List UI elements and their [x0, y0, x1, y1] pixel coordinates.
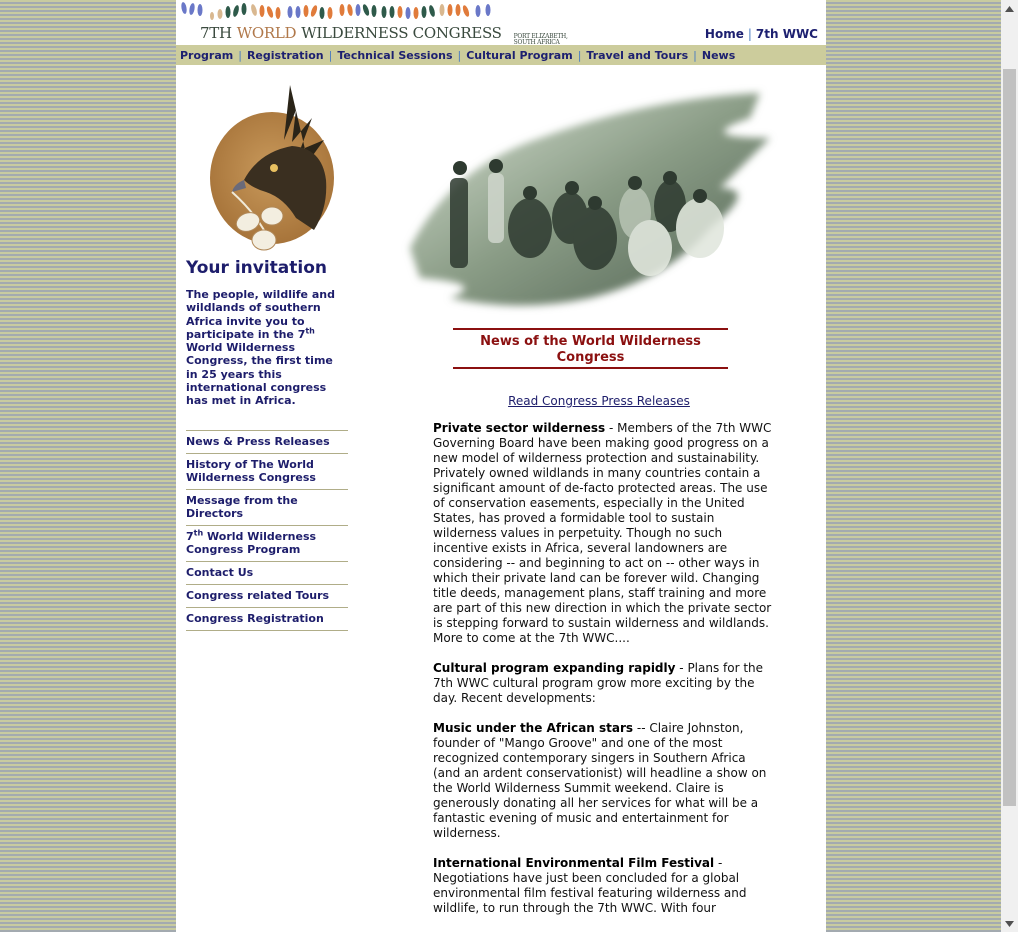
- ordinal-suffix: th: [305, 326, 315, 336]
- page-container: [176, 0, 826, 932]
- top-links: [705, 27, 818, 41]
- sidebar-item-history[interactable]: History of The World Wilderness Congress: [186, 454, 348, 490]
- nav-travel-and-tours[interactable]: Travel and Tours: [586, 48, 689, 62]
- separator: |: [457, 48, 462, 62]
- sidebar-item-message-directors[interactable]: Message from the Directors: [186, 490, 348, 526]
- separator: |: [693, 48, 697, 62]
- congress-group-photo: [390, 78, 790, 318]
- invitation-text: [186, 288, 348, 408]
- invitation-text-part: The people, wildlife and wildlands of southern Africa invite you to participate in the 7: [186, 288, 335, 341]
- invitation-text-part: World Wilderness Congress, the first time in 25 years this international congress has met in Africa.: [186, 341, 333, 408]
- nav-cultural-program[interactable]: Cultural Program: [466, 48, 573, 62]
- nav-news[interactable]: News: [701, 48, 736, 62]
- sidebar-item-congress-program[interactable]: [186, 526, 348, 562]
- logo-highlight: WORLD: [236, 24, 297, 42]
- news-item-title: Cultural program expanding rapidly: [433, 661, 676, 675]
- sidebar-item-contact-us[interactable]: Contact Us: [186, 562, 348, 585]
- decorative-leaves-banner: [178, 0, 558, 22]
- read-press-releases-link[interactable]: Read Congress Press Releases: [508, 394, 690, 408]
- news-item: [433, 721, 773, 841]
- logo-prefix: 7TH: [200, 24, 232, 42]
- triangle-down-icon: [1005, 921, 1014, 927]
- header: [176, 0, 826, 45]
- news-item: [433, 661, 773, 706]
- nav-technical-sessions[interactable]: Technical Sessions: [337, 48, 453, 62]
- eagle-emblem-image: [204, 80, 344, 260]
- nav-registration[interactable]: Registration: [246, 48, 324, 62]
- sidebar-item-news-press-releases[interactable]: News & Press Releases: [186, 431, 348, 454]
- news-item: [433, 856, 773, 916]
- news-item-separator: -: [675, 661, 688, 675]
- sidebar: [186, 80, 348, 625]
- news-item-separator: -: [714, 856, 723, 870]
- separator: |: [577, 48, 582, 62]
- news-item-title: Music under the African stars: [433, 721, 634, 735]
- home-link[interactable]: Home: [704, 27, 744, 41]
- nav-program[interactable]: Program: [180, 48, 234, 62]
- menu-label-part: World Wilderness Congress Program: [186, 530, 317, 556]
- invitation-title: Your invitation: [186, 258, 328, 278]
- ordinal-suffix: th: [193, 528, 204, 538]
- separator: |: [238, 48, 242, 62]
- sidebar-menu: [186, 430, 348, 631]
- sidebar-item-congress-tours[interactable]: Congress related Tours: [186, 585, 348, 608]
- news-item-title: Private sector wilderness: [433, 421, 606, 435]
- news-item: [433, 421, 773, 646]
- sidebar-item-congress-registration[interactable]: Congress Registration: [186, 608, 348, 631]
- news-item-title: International Environmental Film Festival: [433, 856, 715, 870]
- triangle-up-icon: [1005, 6, 1014, 12]
- news-item-separator: -: [605, 421, 618, 435]
- menu-label-part: 7: [186, 530, 194, 543]
- news-item-body: Claire Johnston, founder of "Mango Groove" and one of the most recognized contemporary singers in Southern Africa (and an ardent conservationist) will headline a show on the World Wilderness Summit weekend. Claire is generously donating all her services for what will be a fantastic evening of music and entertainment for wilderness.: [433, 721, 767, 840]
- news-heading: News of the World Wilderness Congress: [453, 328, 728, 369]
- separator: |: [747, 27, 752, 41]
- scroll-up-button[interactable]: [1001, 0, 1018, 17]
- logo-location: [514, 34, 568, 46]
- news-item-separator: --: [633, 721, 650, 735]
- logo-rest: WILDERNESS CONGRESS: [301, 24, 502, 42]
- separator: |: [328, 48, 333, 62]
- news-item-body: Members of the 7th WWC Governing Board have been making good progress on a new model of wilderness protection and sustainability. Privately owned wildlands in many countries contain a significant amount of de-facto protected areas. The use of conservation easements, especially in the United States, has proved a formidable tool to sustain wilderness values in perpetuity. Though no such incentive exists in Africa, several landowners are considering -- and beginning to act on -- other ways in which their private land can be forever wild. Changing title deeds, management plans, staff training and more are part of this new direction in which the private sector is stepping forward to sustain wilderness and wildlands. More to come at the 7th WWC....: [433, 421, 772, 645]
- main-navbar: [176, 45, 826, 65]
- scroll-down-button[interactable]: [1001, 915, 1018, 932]
- vertical-scrollbar[interactable]: [1001, 0, 1018, 932]
- news-articles: [433, 421, 773, 931]
- scrollbar-thumb[interactable]: [1003, 69, 1016, 806]
- 7th-wwc-link[interactable]: 7th WWC: [755, 27, 818, 41]
- site-logo[interactable]: [200, 24, 568, 44]
- logo-location-line1: PORT ELIZABETH,: [513, 33, 568, 40]
- news-item-body: Negotiations have just been concluded for a global environmental film festival featuring wilderness and wildlife, to run through the 7th WWC. With four: [433, 871, 747, 915]
- logo-location-line2: SOUTH AFRICA: [513, 39, 560, 46]
- news-item-body: Plans for the 7th WWC cultural program grow more exciting by the day. Recent developments:: [433, 661, 764, 705]
